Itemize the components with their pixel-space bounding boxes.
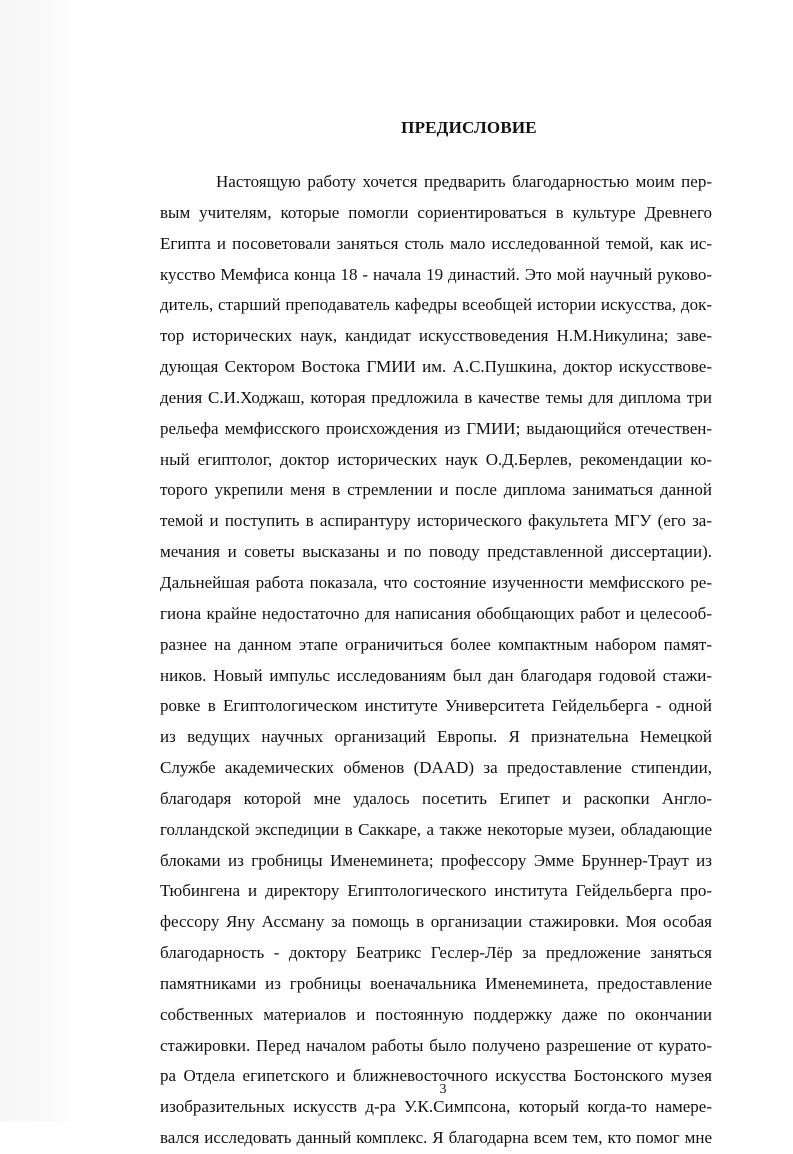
text-line: собственных материалов и постоянную поддержку даже по окончании (160, 1004, 712, 1024)
text-line: дитель, старший преподаватель кафедры всеобщей истории искусства, док- (160, 295, 712, 315)
text-line: благодарность - доктору Беатрикс Геслер-Лёр за предложение заняться (160, 943, 712, 963)
text-line: памятниками из гробницы военачальника Именеминета, предоставление (160, 973, 712, 993)
text-line: блоками из гробницы Именеминета; профессору Эмме Бруннер-Траут из (160, 850, 712, 870)
text-line: ников. Новый импульс исследованиям был дан благодаря годовой стажи- (160, 665, 712, 685)
text-line: из ведущих научных организаций Европы. Я признательна Немецкой (160, 727, 712, 747)
text-line: торого укрепили меня в стремлении и после диплома заниматься данной (160, 480, 712, 500)
text-line: разнее на данном этапе ограничиться более компактным набором памят- (160, 634, 712, 654)
text-line: вым учителям, которые помогли сориентироваться в культуре Древнего (160, 202, 712, 222)
page-title: ПРЕДИСЛОВИЕ (401, 118, 537, 137)
text-line: ра Отдела египетского и ближневосточного искусства Бостонского музея (160, 1066, 712, 1086)
text-line: мечания и советы высказаны и по поводу представленной диссертации). (160, 542, 712, 562)
text-line: кусство Мемфиса конца 18 - начала 19 династий. Это мой научный руково- (160, 264, 712, 284)
text-line: голландской экспедиции в Саккаре, а также некоторые музеи, обладающие (160, 819, 712, 839)
text-line: Египта и посоветовали заняться столь мало исследованной темой, как ис- (160, 233, 712, 253)
text-line: Дальнейшая работа показала, что состояние изученности мемфисского ре- (160, 572, 712, 592)
text-line: дения С.И.Ходжаш, которая предложила в качестве темы для диплома три (160, 387, 712, 407)
text-line: Службе академических обменов (DAAD) за предоставление стипендии, (160, 758, 712, 778)
page-number: 3 (439, 1082, 447, 1097)
text-line: стажировки. Перед началом работы было получено разрешение от курато- (160, 1035, 712, 1055)
text-line: изобразительных искусств д-ра У.К.Симпсона, который когда-то намере- (160, 1097, 712, 1117)
text-line: ровке в Египтологическом институте Университета Гейдельберга - одной (160, 696, 712, 716)
text-line: темой и поступить в аспирантуру исторического факультета МГУ (его за- (160, 511, 712, 531)
text-line: рельефа мемфисского происхождения из ГМИИ; выдающийся отечествен- (160, 418, 712, 438)
text-line: фессору Яну Ассману за помощь в организации стажировки. Моя особая (160, 912, 712, 932)
text-line: гиона крайне недостаточно для написания обобщающих работ и целесооб- (160, 603, 712, 623)
text-line: вался исследовать данный комплекс. Я благодарна всем тем, кто помог мне (160, 1128, 712, 1148)
text-line: дующая Сектором Востока ГМИИ им. А.С.Пушкина, доктор искусствове- (160, 357, 712, 377)
text-line: Настоящую работу хочется предварить благодарностью моим пер- (216, 172, 712, 191)
body-text (160, 167, 712, 1154)
text-line: тор исторических наук, кандидат искусствоведения Н.М.Никулина; заве- (160, 326, 712, 346)
text-line: Тюбингена и директору Египтологического института Гейдельберга про- (160, 881, 712, 901)
text-line: благодаря которой мне удалось посетить Египет и раскопки Англо- (160, 788, 712, 808)
text-line: ный египтолог, доктор исторических наук О.Д.Берлев, рекомендации ко- (160, 449, 712, 469)
